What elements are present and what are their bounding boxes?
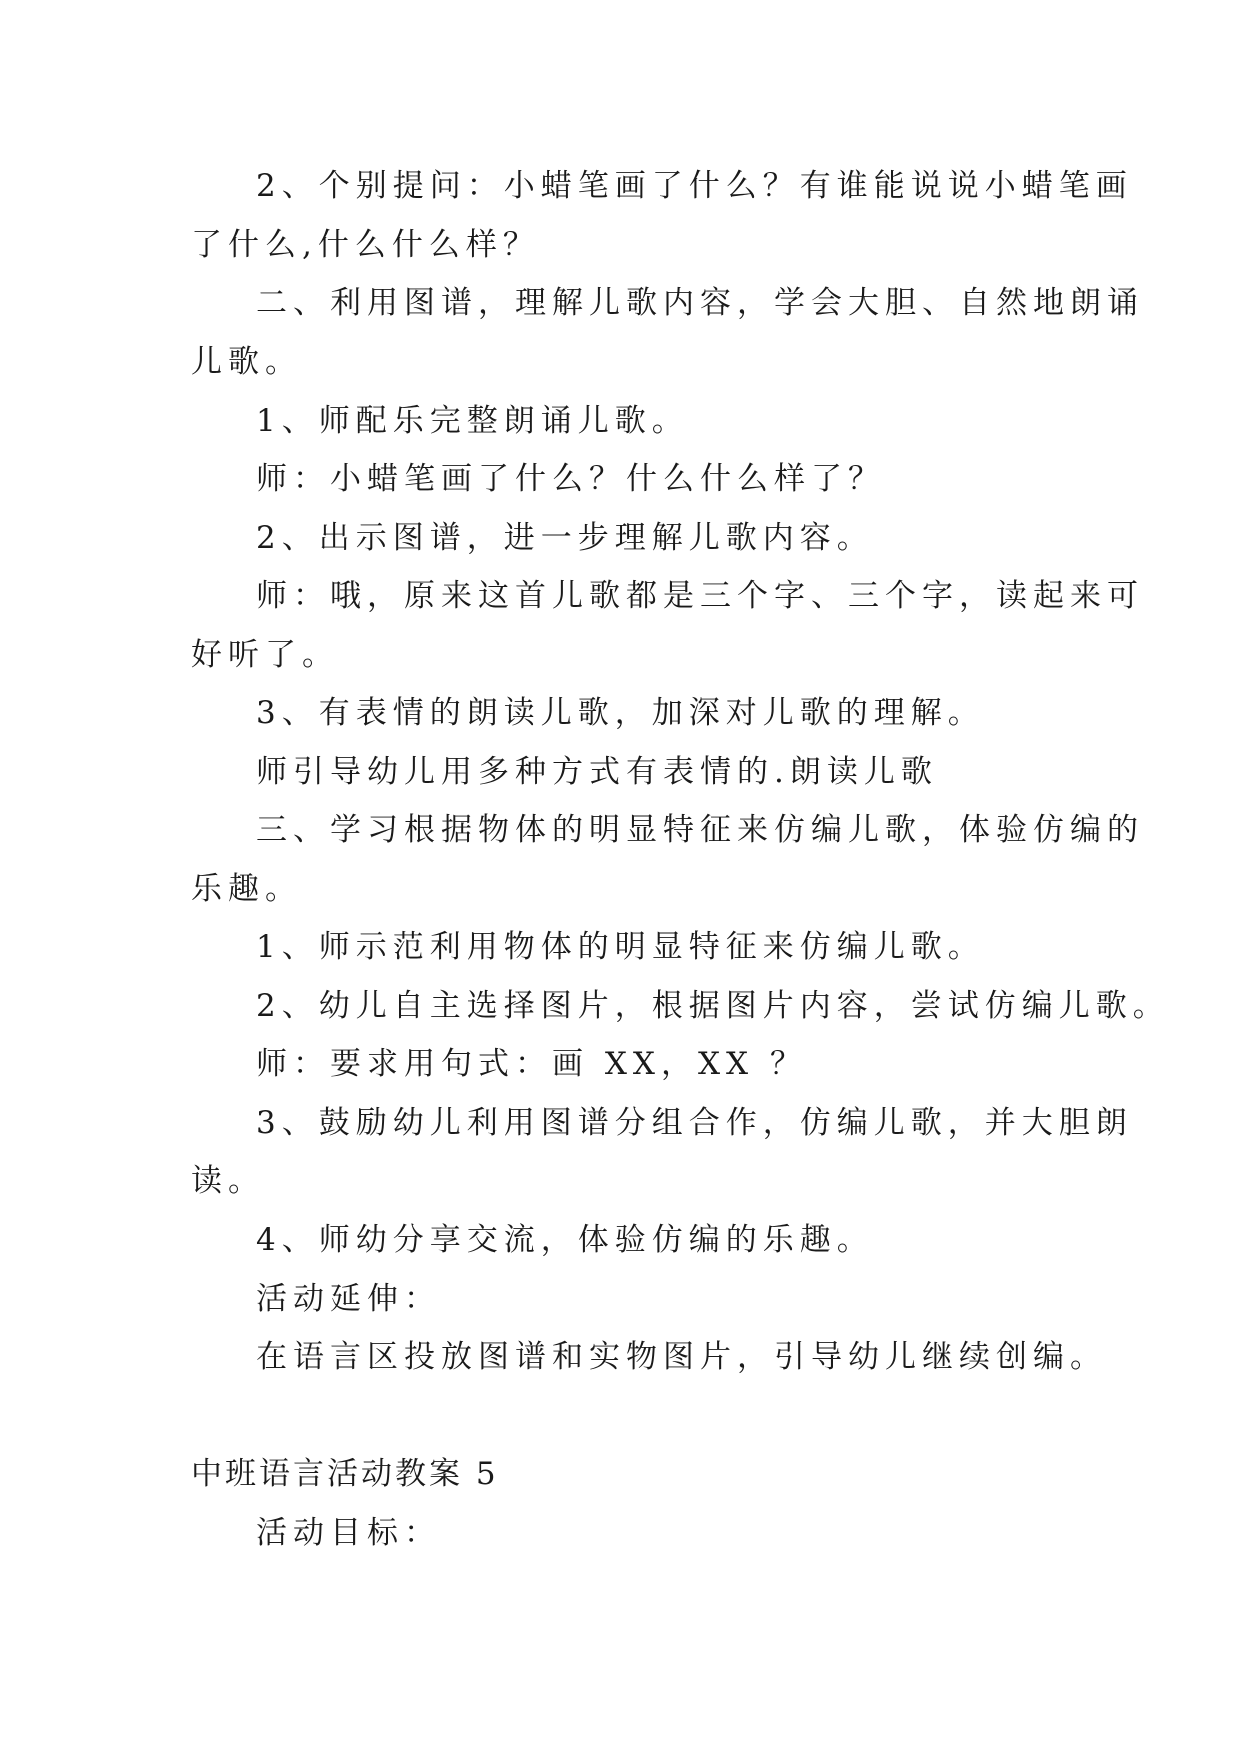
paragraph-line: 1、师配乐完整朗诵儿歌。 (256, 403, 689, 439)
paragraph-line: 好听了。 (191, 637, 339, 673)
paragraph-line: 儿歌。 (191, 344, 302, 380)
paragraph-line: 2、个别提问：小蜡笔画了什么？有谁能说说小蜡笔画 (256, 168, 1133, 204)
paragraph-line: 1、师示范利用物体的明显特征来仿编儿歌。 (256, 929, 985, 965)
paragraph-line: 了什么,什么什么样？ (191, 227, 540, 263)
paragraph-line: 读。 (191, 1163, 265, 1199)
paragraph-line: 2、幼儿自主选择图片，根据图片内容，尝试仿编儿歌。 (256, 988, 1170, 1024)
paragraph-line: 师：小蜡笔画了什么？什么什么样了？ (256, 461, 885, 497)
paragraph-line: 二、利用图谱，理解儿歌内容，学会大胆、自然地朗诵 (256, 285, 1144, 321)
paragraph-line: 在语言区投放图谱和实物图片，引导幼儿继续创编。 (256, 1339, 1107, 1375)
paragraph-line: 3、鼓励幼儿利用图谱分组合作，仿编儿歌，并大胆朗 (256, 1105, 1133, 1141)
paragraph-line: 师：哦，原来这首儿歌都是三个字、三个字，读起来可 (256, 578, 1144, 614)
paragraph-line: 2、出示图谱，进一步理解儿歌内容。 (256, 520, 874, 556)
paragraph-line: 师：要求用句式：画 XX，XX ？ (256, 1046, 807, 1082)
paragraph-line: 三、学习根据物体的明显特征来仿编儿歌，体验仿编的 (256, 812, 1144, 848)
section-title: 中班语言活动教案 5 (191, 1456, 499, 1492)
paragraph-line: 乐趣。 (191, 871, 302, 907)
paragraph-line: 活动延伸： (256, 1281, 441, 1317)
paragraph-line: 4、师幼分享交流，体验仿编的乐趣。 (256, 1222, 874, 1258)
paragraph-line: 活动目标： (256, 1515, 441, 1551)
paragraph-line: 师引导幼儿用多种方式有表情的.朗读儿歌 (256, 754, 938, 790)
paragraph-line: 3、有表情的朗读儿歌，加深对儿歌的理解。 (256, 695, 985, 731)
